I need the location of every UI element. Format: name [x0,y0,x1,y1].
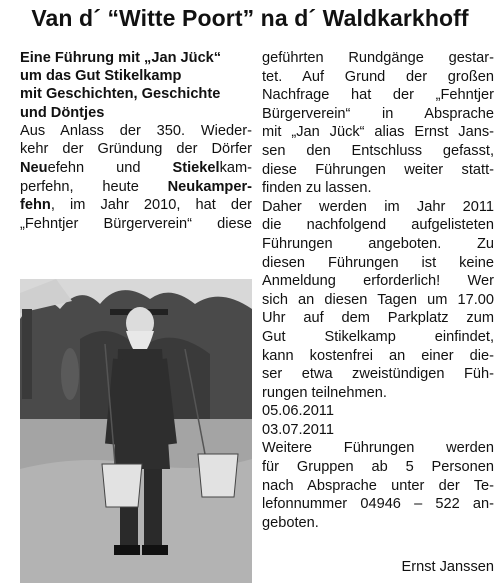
body-line: kann kostenfrei an einer die- [262,347,494,364]
body-line: Bürgerverein“ in Absprache [262,105,494,122]
body-line: sen den Entschluss gefasst, [262,142,494,159]
text-run: Aus Anlass der 350. Wieder- [20,122,252,139]
body-line: Anmeldung erforderlich! Wer [262,273,494,290]
author: Ernst Janssen [401,559,494,575]
body-line: geführten Rundgänge gestar- [262,50,494,66]
body-line [20,196,252,215]
body-line [20,159,252,178]
article-photo [20,279,252,583]
text-run: „Fehntjer Bürgerverein“ diese [20,215,252,232]
body-line: 03.07.2011 [262,421,334,438]
subheading-line: und Döntjes [20,104,105,121]
body-line: lefonnummer 04946 – 522 an- [262,496,494,513]
body-line: Führungen angeboten. Zu [262,235,494,252]
right-column [262,49,494,532]
text-run: efehn und [47,159,173,176]
left-column [20,49,252,233]
body-line: ser etwa zweistündigen Füh- [262,366,494,383]
body-line: Daher werden im Jahr 2011 [262,198,494,215]
body-line: die nachfolgend aufgelisteten [262,217,494,234]
text-run: Stiekel [172,159,220,176]
text-run: fehn [20,197,51,214]
body-line: diesen Führungen ist keine [262,254,494,271]
headline: Van d´ “Witte Poort” na d´ Waldkarkhoff [31,5,469,31]
left-body-text [20,122,252,234]
body-line: 05.06.2011 [262,403,334,420]
subheading-line: Eine Führung mit „Jan Jück“ [20,50,222,66]
subheading [20,49,252,122]
body-line: tet. Auf Grund der großen [262,68,494,85]
body-line: nach Absprache unter der Te- [262,477,494,494]
body-line: rungen teilnehmen. [262,384,387,401]
body-line: Uhr auf dem Parkplatz zum [262,310,494,327]
text-run: kehr der Gründung der Dörfer [20,141,252,158]
text-run: perfehn, heute [20,178,168,195]
body-line: Weitere Führungen werden [262,440,494,457]
body-line: Nachfrage hat der „Fehntjer [262,87,494,104]
text-run: Neukamper- [167,178,252,195]
body-line [20,122,252,141]
text-run: kam- [219,159,252,176]
body-line: mit „Jan Jück“ alias Ernst Jans- [262,124,494,141]
text-run: , im Jahr 2010, hat der [50,197,252,214]
subheading-line: um das Gut Stikelkamp [20,68,182,85]
body-line: diese Führungen weiter statt- [262,161,494,178]
body-line: finden zu lassen. [262,180,372,197]
right-body-text [262,49,494,532]
body-line [20,215,252,234]
body-line: geboten. [262,514,319,531]
body-line: Gut Stikelkamp einfindet, [262,328,494,345]
body-line: sich an diesen Tagen um 17.00 [262,291,494,308]
body-line: für Gruppen ab 5 Personen [262,459,494,476]
body-line [20,140,252,159]
text-run: Neu [20,159,48,176]
body-line [20,178,252,197]
subheading-line: mit Geschichten, Geschichte [20,86,221,103]
